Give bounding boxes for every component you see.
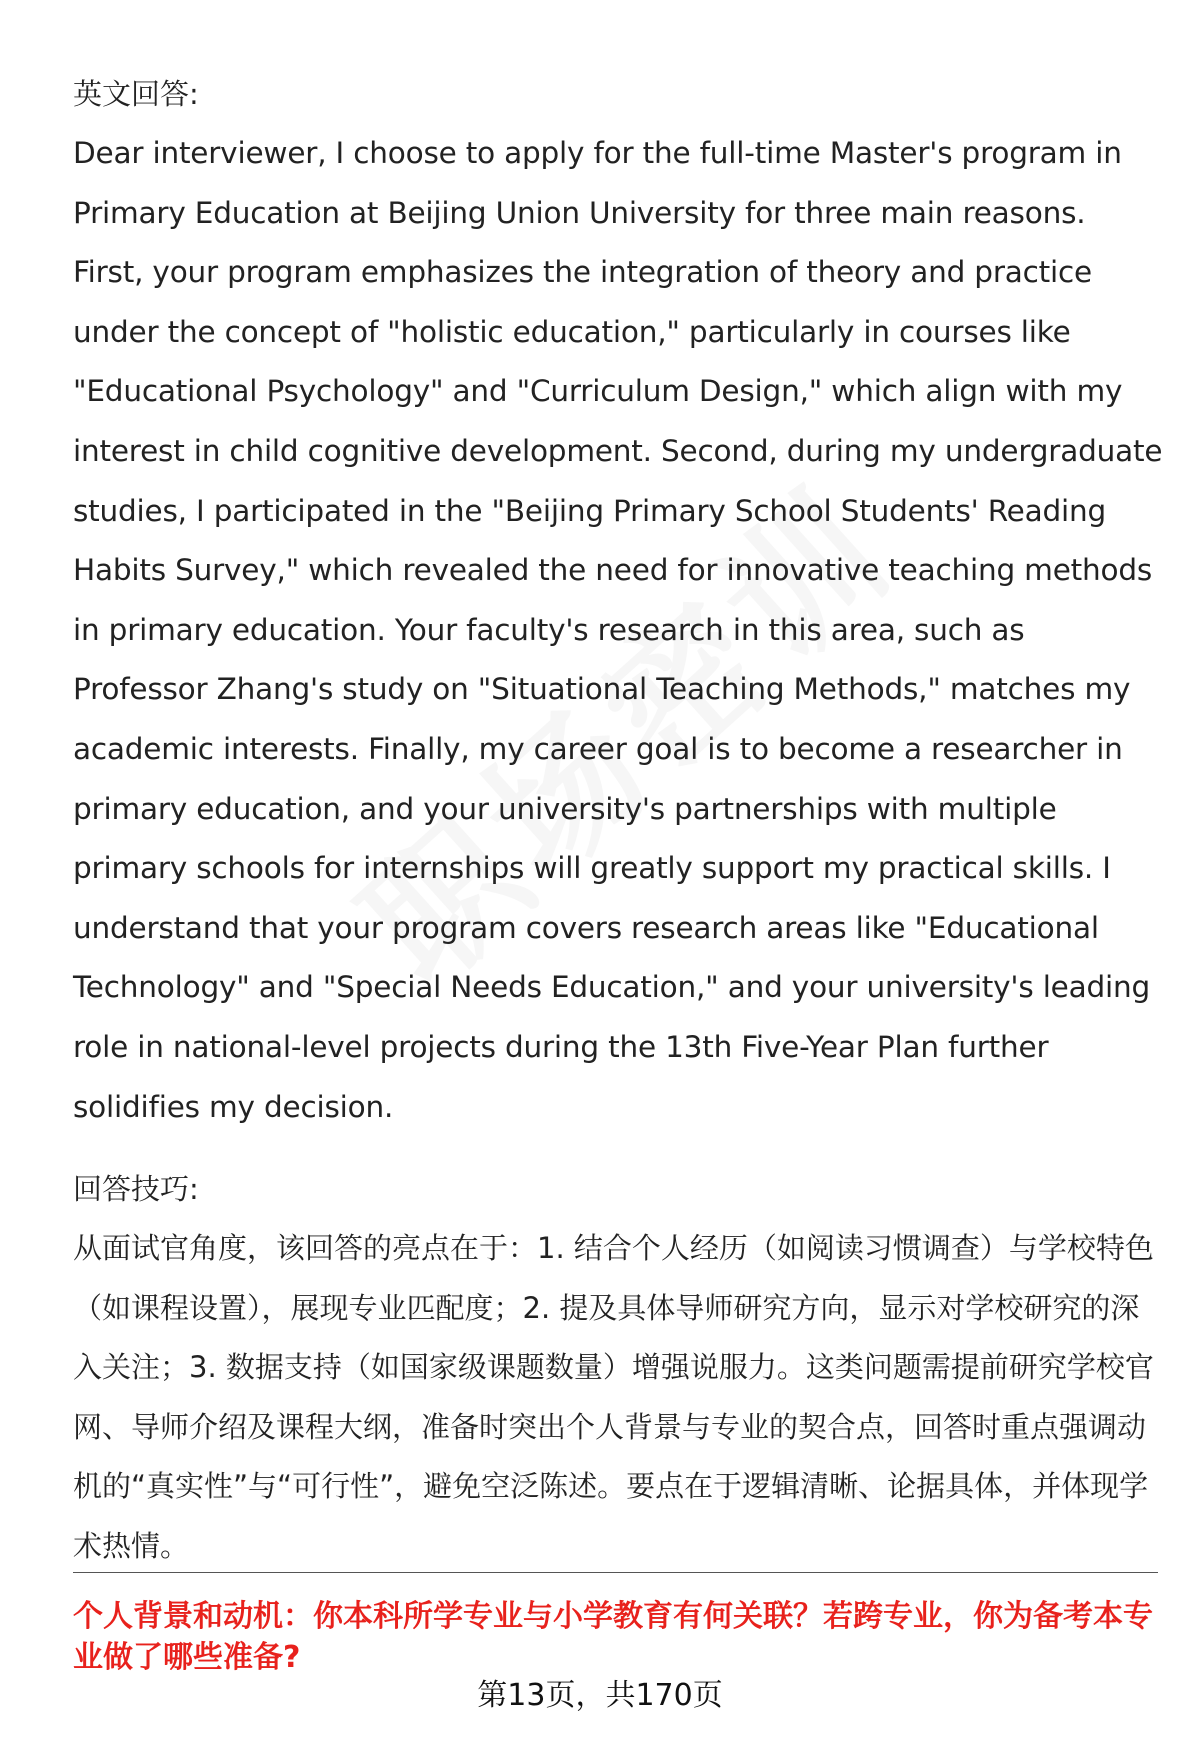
english-answer-label: 英文回答: <box>73 77 199 111</box>
tips-text: 从面试官角度，该回答的亮点在于：1. 结合个人经历（如阅读习惯调查）与学校特色（如课程设置），展现专业匹配度；2. 提及具体导师研究方向，显示对学校研究的深入关注；3. 数据支持（如国家级课题数量）增强说服力。这类问题需提前研究学校官网、导师介绍及课程大纲，准备时突出个人背景与专业的契合点，回答时重点强调动机的“真实性”与“可行性”，避免空泛陈述。要点在于逻辑清晰、论据具体，并体现学术热情。 <box>73 1231 1154 1564</box>
spacer <box>73 1137 1163 1159</box>
english-answer-text: Dear interviewer, I choose to apply for the full-time Master's program in Primary Education at Beijing Union University for three main reasons. First, your program emphasizes the integration of theory and practice under the concept of "holistic education," particularly in courses like "Educational Psychology" and "Curriculum Design," which align with my interest in child cognitive development. Second, during my undergraduate studies, I participated in the "Beijing Primary School Students' Reading Habits Survey," which revealed the need for innovative teaching methods in primary education. Your faculty's research in this area, such as Professor Zhang's study on "Situational Teaching Methods," matches my academic interests. Finally, my career goal is to become a researcher in primary education, and your university's partnerships with multiple primary schools for internships will greatly support my practical skills. I understand that your program covers research areas like "Educational Technology" and "Special Needs Education," and your university's leading role in national-level projects during the 13th Five-Year Plan further solidifies my decision. <box>73 136 1163 1124</box>
page-number: 第13页，共170页 <box>477 1678 723 1713</box>
divider <box>73 1572 1158 1573</box>
next-question-heading: 个人背景和动机：你本科所学专业与小学教育有何关联？若跨专业，你为备考本专业做了哪些准备? <box>73 1599 1153 1675</box>
page-content <box>73 64 1163 1577</box>
tips-label: 回答技巧: <box>73 1172 199 1207</box>
